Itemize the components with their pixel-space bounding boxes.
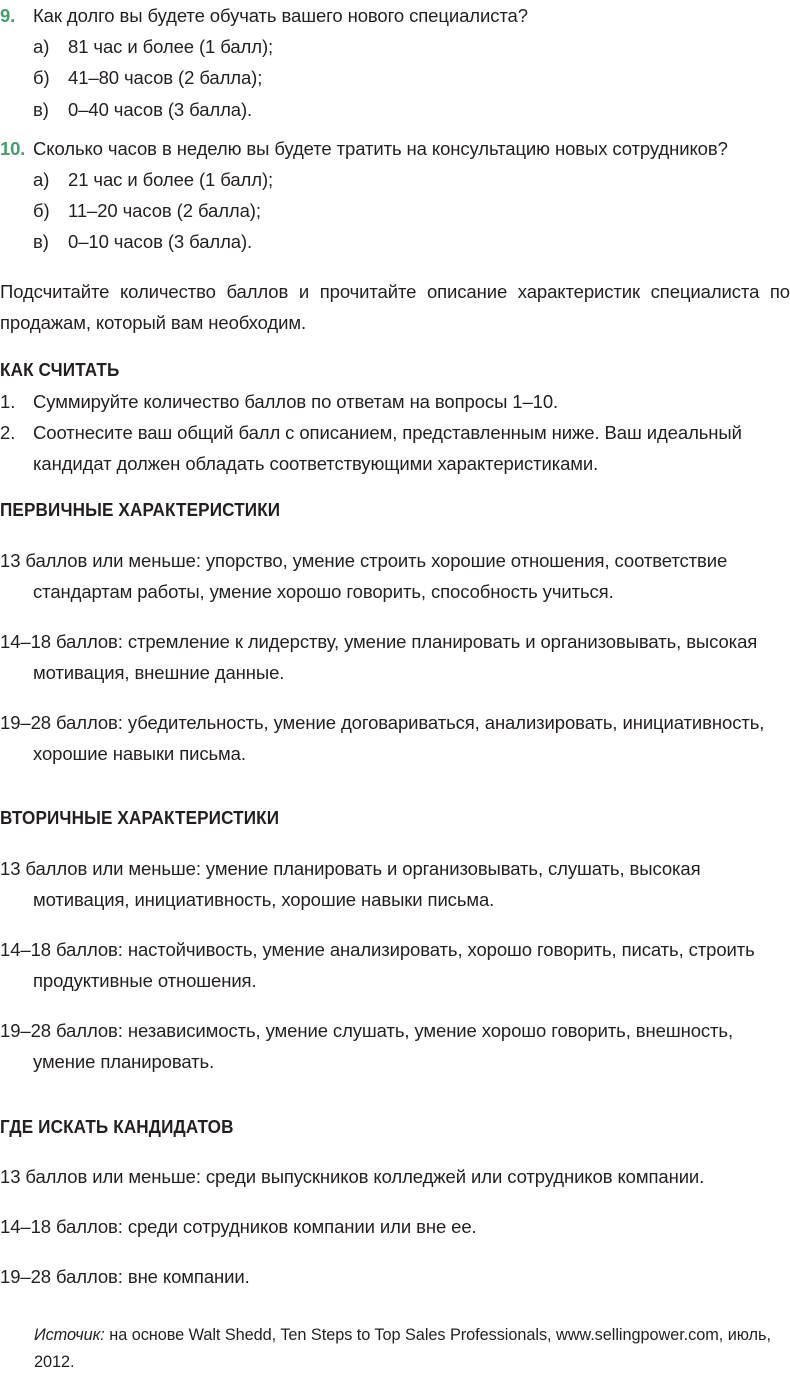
score-item: 19–28 баллов: вне компании. [0, 1265, 250, 1287]
spacer [0, 125, 790, 133]
option-letter: б) [33, 67, 50, 89]
spacer [0, 1310, 790, 1322]
option-text: 21 час и более (1 балл); [68, 169, 274, 191]
question-10-text: Сколько часов в неделю вы будете тратить на консультацию новых сотрудников? [33, 137, 728, 159]
option-10-a [0, 164, 790, 195]
list-text: Соотнесите ваш общий балл с описанием, представленным ниже. Ваш идеальный кандидат должен обладать соответствующими характеристиками. [33, 421, 742, 475]
score-item: 14–18 баллов: среди сотрудников компании или вне ее. [0, 1215, 477, 1237]
source-footnote [0, 1322, 790, 1376]
question-9-text: Как долго вы будете обучать вашего нового специалиста? [33, 5, 528, 26]
source-text: на основе Walt Shedd, Ten Steps to Top Sales Professionals, www.sellingpower.com, июль, 2012. [34, 1326, 771, 1372]
heading-where-to-search: ГДЕ ИСКАТЬ КАНДИДАТОВ [0, 1116, 234, 1137]
question-10 [0, 133, 790, 164]
option-text: 11–20 часов (2 балла); [68, 200, 261, 222]
secondary-characteristics-list [0, 853, 790, 1077]
question-10-number: 10. [0, 137, 26, 159]
option-10-b [0, 195, 790, 226]
spacer [0, 787, 790, 803]
option-letter: в) [33, 231, 49, 253]
option-letter: а) [33, 36, 50, 58]
question-9-options [0, 31, 790, 125]
heading-how-to-count: КАК СЧИТАТЬ [0, 359, 120, 380]
score-item: 13 баллов или меньше: упорство, умение строить хорошие отношения, соответствие стандартам работы, умение хорошо говорить, способность учиться. [0, 549, 728, 602]
list-text: Суммируйте количество баллов по ответам на вопросы 1–10. [33, 390, 559, 412]
option-letter: в) [33, 98, 49, 120]
option-letter: а) [33, 169, 50, 191]
score-item: 14–18 баллов: настойчивость, умение анализировать, хорошо говорить, писать, строить продуктивные отношения. [0, 938, 755, 992]
option-text: 41–80 часов (2 балла); [68, 67, 263, 89]
spacer [0, 479, 790, 495]
question-10-options [0, 164, 790, 258]
question-9 [0, 0, 790, 31]
option-9-c [0, 94, 790, 125]
score-item: 19–28 баллов: убедительность, умение договариваться, анализировать, инициативность, хорошие навыки письма. [0, 711, 765, 764]
option-text: 0–10 часов (3 балла). [68, 231, 253, 253]
primary-characteristics-list [0, 545, 790, 769]
option-10-c [0, 226, 790, 257]
score-item: 13 баллов или меньше: умение планировать и организовывать, слушать, высокая мотивация, инициативность, хорошие навыки письма. [0, 857, 701, 911]
option-9-b [0, 62, 790, 93]
where-to-search-list [0, 1161, 790, 1292]
option-text: 81 час и более (1 балл); [68, 36, 274, 58]
spacer [0, 258, 790, 276]
intro-paragraph: Подсчитайте количество баллов и прочитайте описание характеристик специалиста по продажам, который вам необходим. [0, 280, 790, 334]
list-number: 2. [0, 421, 16, 443]
heading-secondary-characteristics: ВТОРИЧНЫЕ ХАРАКТЕРИСТИКИ [0, 808, 280, 829]
score-item: 13 баллов или меньше: среди выпускников колледжей или сотрудников компании. [0, 1166, 705, 1188]
option-letter: б) [33, 200, 50, 222]
heading-primary-characteristics: ПЕРВИЧНЫЕ ХАРАКТЕРИСТИКИ [0, 500, 281, 521]
how-to-count-item-1 [0, 386, 790, 417]
how-to-count-item-2 [0, 417, 790, 479]
score-item: 19–28 баллов: независимость, умение слушать, умение хорошо говорить, внешность, умение планировать. [0, 1019, 733, 1072]
source-label: Источик: [34, 1326, 105, 1345]
score-item: 14–18 баллов: стремление к лидерству, умение планировать и организовывать, высокая мотивация, внешние данные. [0, 630, 758, 683]
question-9-number: 9. [0, 5, 16, 26]
option-text: 0–40 часов (3 балла). [68, 98, 253, 120]
spacer [0, 1096, 790, 1112]
how-to-count-list [0, 386, 790, 480]
spacer [0, 339, 790, 355]
list-number: 1. [0, 390, 16, 412]
option-9-a [0, 31, 790, 62]
